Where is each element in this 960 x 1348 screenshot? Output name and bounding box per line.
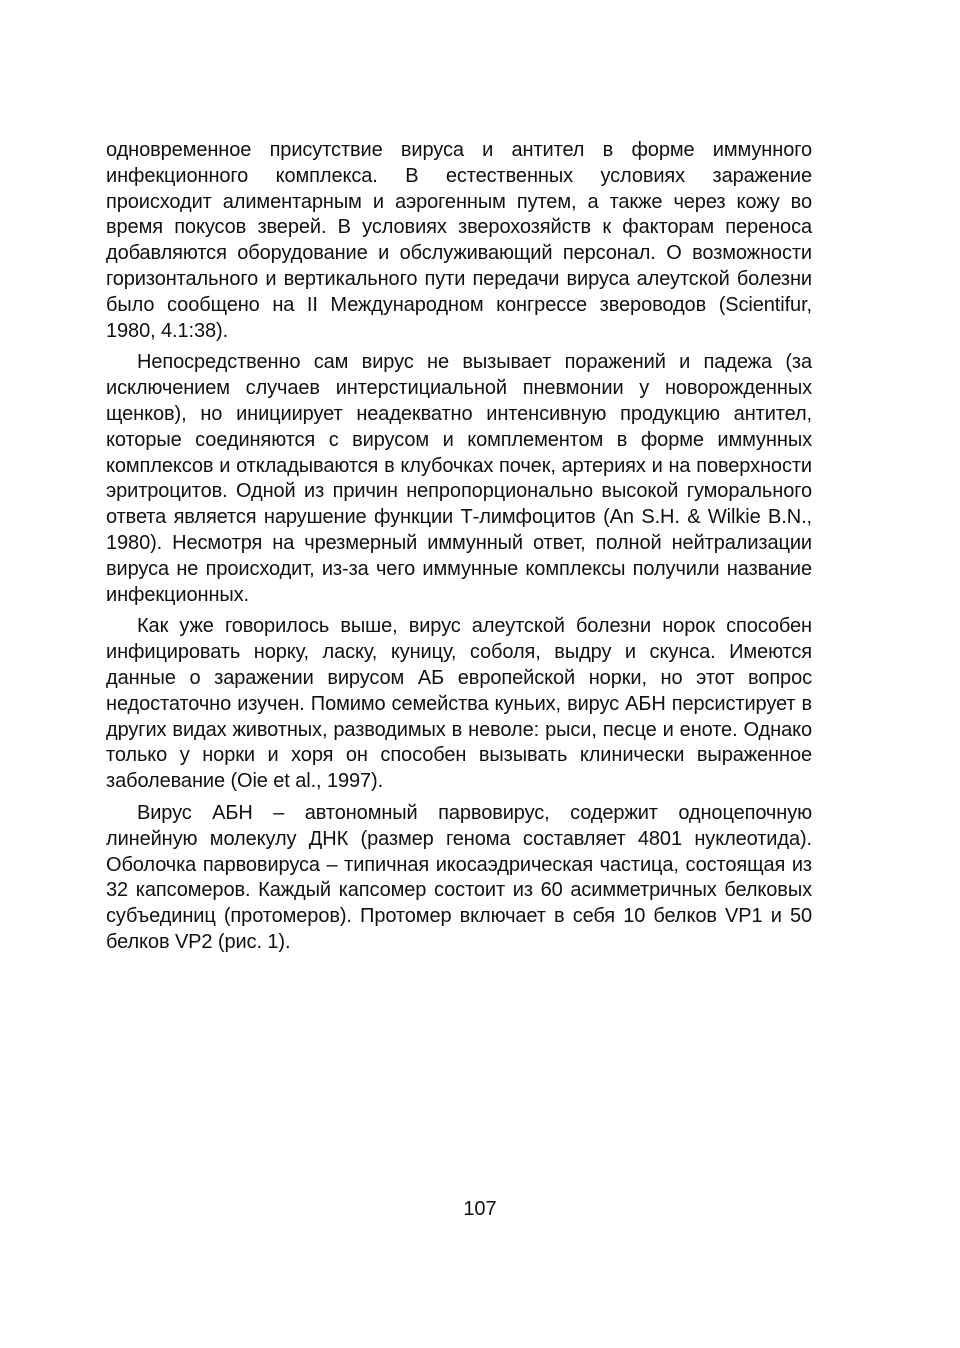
paragraph-1: одновременное присутствие вируса и антител в форме иммунного инфекционного комплекса. В естественных условиях заражение происходит алиментарным и аэрогенным путем, а также через кожу во время покусов зверей. В условиях зверохозяйств к факторам переноса добавляются оборудование и обслуживающий персонал. О возможности горизонтального и вертикального пути передачи вируса алеутской болезни было сообщено на II Международном конгрессе звероводов (Scientifur, 1980, 4.1:38). <box>106 139 812 342</box>
paragraph-4: Вирус АБН – автономный парвовирус, содержит одноцепочную линейную молекулу ДНК (размер генома составляет 4801 нуклеотида). Оболочка парвовируса – типичная икосаэдрическая частица, состоящая из 32 капсомеров. Каждый капсомер состоит из 60 асимметричных белковых субъединиц (протомеров). Протомер включает в себя 10 белков VP1 и 50 белков VP2 (рис. 1). <box>106 801 812 953</box>
body-text <box>106 138 812 956</box>
paragraph-3: Как уже говорилось выше, вирус алеутской болезни норок способен инфицировать норку, ласку, куницу, соболя, выдру и скунса. Имеются данные о заражении вирусом АБ европейской норки, но этот вопрос недостаточно изучен. Помимо семейства куньих, вирус АБН персистирует в других видах животных, разводимых в неволе: рыси, песце и еноте. Однако только у норки и хоря он способен вызывать клинически выраженное заболевание (Oie et al., 1997). <box>106 615 812 793</box>
page-number: 107 <box>463 1198 497 1220</box>
paragraph-2: Непосредственно сам вирус не вызывает поражений и падежа (за исключением случаев интерстициальной пневмонии у новорожденных щенков), но инициирует неадекватно интенсивную продукцию антител, которые соединяются с вирусом и комплементом в форме иммунных комплексов и откладываются в клубочках почек, артериях и на поверхности эритроцитов. Одной из причин непропорционально высокой гуморального ответа является нарушение функции Т-лимфоцитов (An S.H. & Wilkie B.N., 1980). Несмотря на чрезмерный иммунный ответ, полной нейтрализации вируса не происходит, из-за чего иммунные комплексы получили название инфекционных. <box>106 351 812 606</box>
